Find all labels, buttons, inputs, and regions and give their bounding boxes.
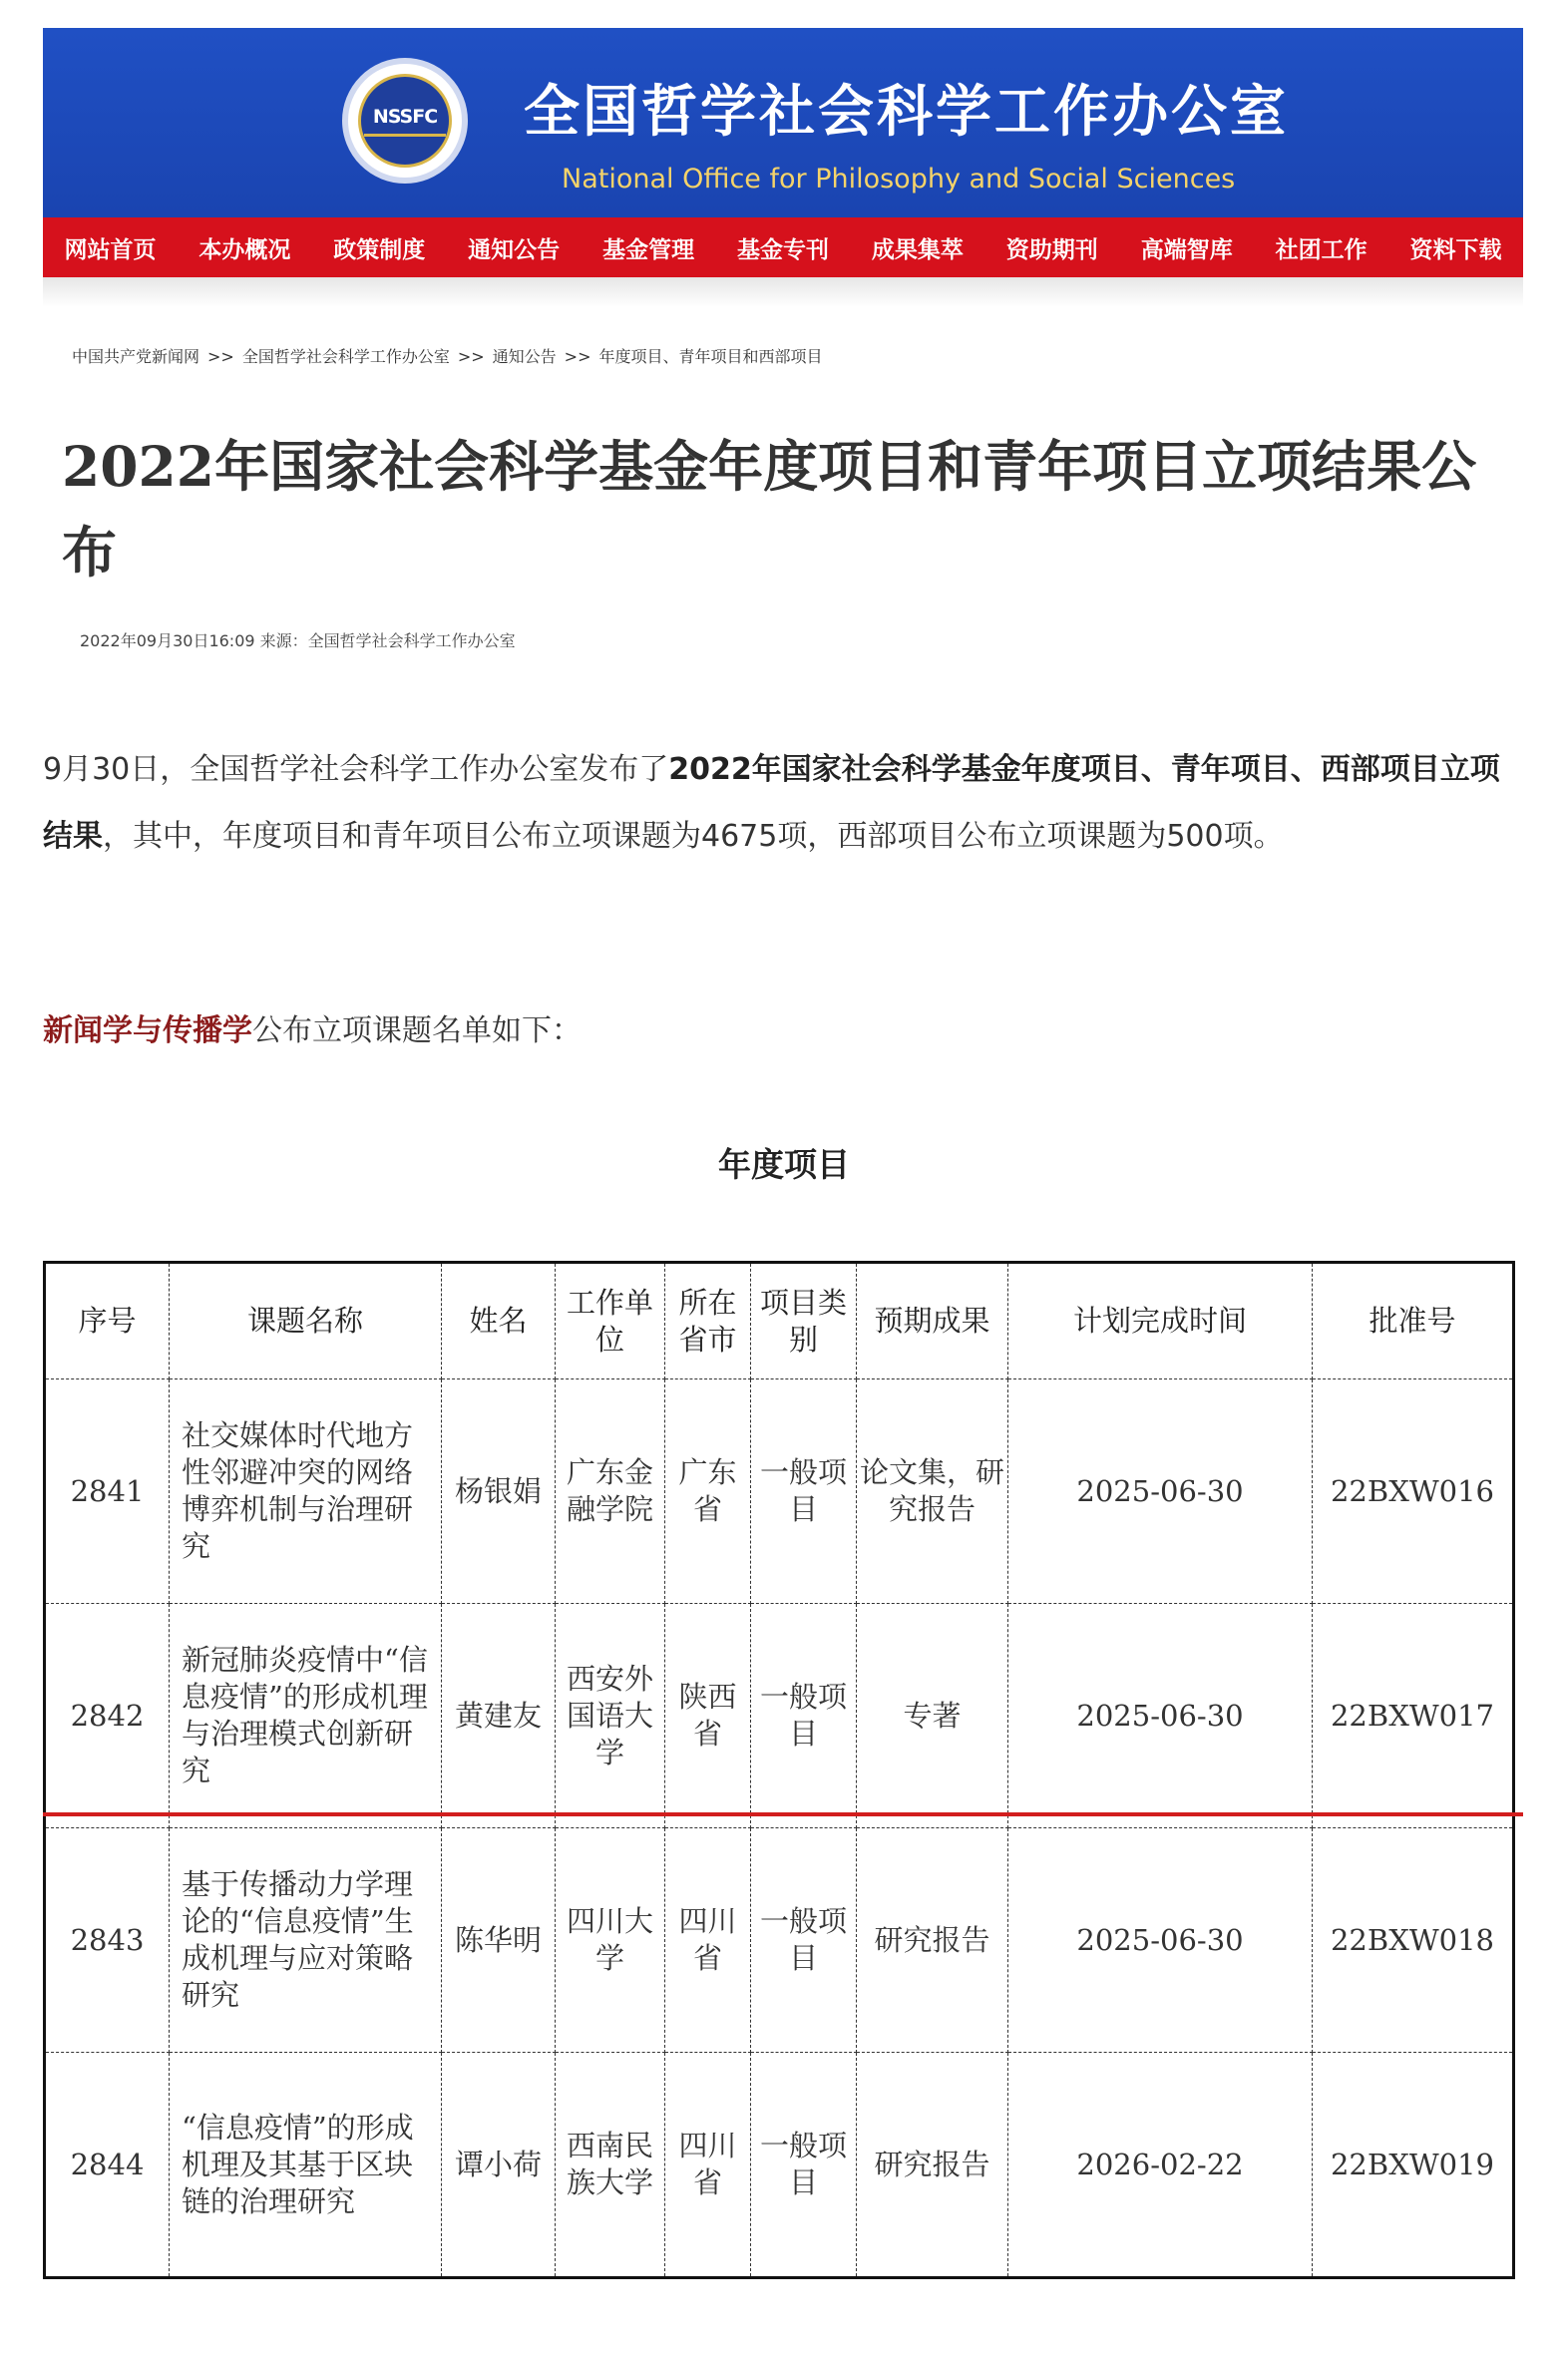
nav-fund-special[interactable]: 基金专刊 (736, 236, 829, 263)
nav-shadow (43, 277, 1523, 307)
nav-achievements[interactable]: 成果集萃 (871, 236, 964, 263)
nav-societies[interactable]: 社团工作 (1275, 236, 1368, 263)
col-header-topic: 课题名称 (170, 1263, 442, 1379)
logo-text: NSSFC (372, 106, 438, 128)
main-nav (43, 217, 1523, 277)
col-header-deadline: 计划完成时间 (1008, 1263, 1313, 1379)
cell-type: 一般项目 (751, 1828, 857, 2053)
breadcrumb-separator: >> (207, 347, 234, 366)
cell-topic: 基于传播动力学理论的“信息疫情”生成机理与应对策略研究 (170, 1828, 442, 2053)
cell-type: 一般项目 (751, 1604, 857, 1828)
cell-index: 2844 (45, 2053, 170, 2278)
nssfc-logo[interactable] (342, 58, 468, 184)
cell-deadline: 2026-02-22 (1008, 2053, 1313, 2278)
cell-province: 四川省 (665, 2053, 751, 2278)
nav-think-tanks[interactable]: 高端智库 (1140, 236, 1233, 263)
paragraph-tail: ，其中，年度项目和青年项目公布立项课题为4675项，西部项目公布立项课题为500项。 (103, 819, 1284, 854)
breadcrumb-link-cpc-news[interactable]: 中国共产党新闻网 (72, 347, 200, 366)
col-header-approval: 批准号 (1313, 1263, 1514, 1379)
paragraph-lead: 9月30日，全国哲学社会科学工作办公室发布了 (43, 752, 669, 787)
breadcrumb (72, 344, 823, 367)
nav-notices[interactable]: 通知公告 (468, 236, 561, 263)
logo-band (364, 134, 446, 137)
cell-approval: 22BXW019 (1313, 2053, 1514, 2278)
cell-province: 四川省 (665, 1828, 751, 2053)
cell-deadline: 2025-06-30 (1008, 1604, 1313, 1828)
cell-type: 一般项目 (751, 1379, 857, 1604)
cell-index: 2841 (45, 1379, 170, 1604)
cell-unit: 广东金融学院 (556, 1379, 665, 1604)
cell-type: 一般项目 (751, 2053, 857, 2278)
breadcrumb-link-notices[interactable]: 通知公告 (492, 347, 557, 366)
cell-unit: 四川大学 (556, 1828, 665, 2053)
nav-downloads[interactable]: 资料下载 (1409, 236, 1502, 263)
cell-topic: 社交媒体时代地方性邻避冲突的网络博弈机制与治理研究 (170, 1379, 442, 1604)
cell-approval: 22BXW017 (1313, 1604, 1514, 1828)
cell-deadline: 2025-06-30 (1008, 1828, 1313, 2053)
nav-fund-management[interactable]: 基金管理 (602, 236, 695, 263)
nav-home[interactable]: 网站首页 (64, 236, 157, 263)
table-row (45, 1828, 1514, 2053)
site-banner (43, 28, 1523, 217)
cell-outcome: 论文集，研究报告 (857, 1379, 1008, 1604)
list-intro-text: 公布立项课题名单如下： (252, 1013, 582, 1048)
breadcrumb-separator: >> (457, 347, 485, 366)
cell-approval: 22BXW016 (1313, 1379, 1514, 1604)
article-meta: 2022年09月30日16:09 来源：全国哲学社会科学工作办公室 (80, 631, 516, 650)
table-row (45, 2053, 1514, 2278)
breadcrumb-link-office[interactable]: 全国哲学社会科学工作办公室 (241, 347, 450, 366)
table-row (45, 1604, 1514, 1828)
cell-name: 陈华明 (442, 1828, 556, 2053)
site-title-cn: 全国哲学社会科学工作办公室 (524, 80, 1289, 145)
col-header-name: 姓名 (442, 1263, 556, 1379)
discipline-highlight: 新闻学与传播学 (43, 1013, 252, 1048)
breadcrumb-link-projects[interactable]: 年度项目、青年项目和西部项目 (598, 347, 823, 366)
nav-journals[interactable]: 资助期刊 (1005, 236, 1098, 263)
cell-index: 2843 (45, 1828, 170, 2053)
section-title: 年度项目 (718, 1145, 850, 1184)
cell-unit: 西安外国语大学 (556, 1604, 665, 1828)
cell-province: 广东省 (665, 1379, 751, 1604)
projects-table (43, 1261, 1515, 2279)
cell-index: 2842 (45, 1604, 170, 1828)
table-row (45, 1379, 1514, 1604)
cell-outcome: 研究报告 (857, 1828, 1008, 2053)
col-header-type: 项目类别 (751, 1263, 857, 1379)
table-header-row (45, 1263, 1514, 1379)
col-header-index: 序号 (45, 1263, 170, 1379)
col-header-province: 所在省市 (665, 1263, 751, 1379)
cell-outcome: 专著 (857, 1604, 1008, 1828)
site-title-en: National Office for Philosophy and Social Sciences (562, 164, 1236, 195)
article-paragraph (43, 736, 1523, 870)
col-header-outcome: 预期成果 (857, 1263, 1008, 1379)
cell-deadline: 2025-06-30 (1008, 1379, 1313, 1604)
paragraph-bold: 2022年国家社会科学基金年度项目、青年项目、西部项目立项结果 (43, 752, 1500, 854)
list-intro (43, 1005, 582, 1049)
col-header-unit: 工作单位 (556, 1263, 665, 1379)
nav-policy[interactable]: 政策制度 (333, 236, 426, 263)
cell-unit: 西南民族大学 (556, 2053, 665, 2278)
cell-approval: 22BXW018 (1313, 1828, 1514, 2053)
cell-province: 陕西省 (665, 1604, 751, 1828)
breadcrumb-separator: >> (564, 347, 591, 366)
cell-topic: “信息疫情”的形成机理及其基于区块链的治理研究 (170, 2053, 442, 2278)
nav-about[interactable]: 本办概况 (198, 236, 291, 263)
cell-topic: 新冠肺炎疫情中“信息疫情”的形成机理与治理模式创新研究 (170, 1604, 442, 1828)
article-title: 2022年国家社会科学基金年度项目和青年项目立项结果公布 (62, 434, 1477, 585)
cell-outcome: 研究报告 (857, 2053, 1008, 2278)
highlight-underline (43, 1812, 1523, 1816)
cell-name: 杨银娟 (442, 1379, 556, 1604)
cell-name: 黄建友 (442, 1604, 556, 1828)
cell-name: 谭小荷 (442, 2053, 556, 2278)
